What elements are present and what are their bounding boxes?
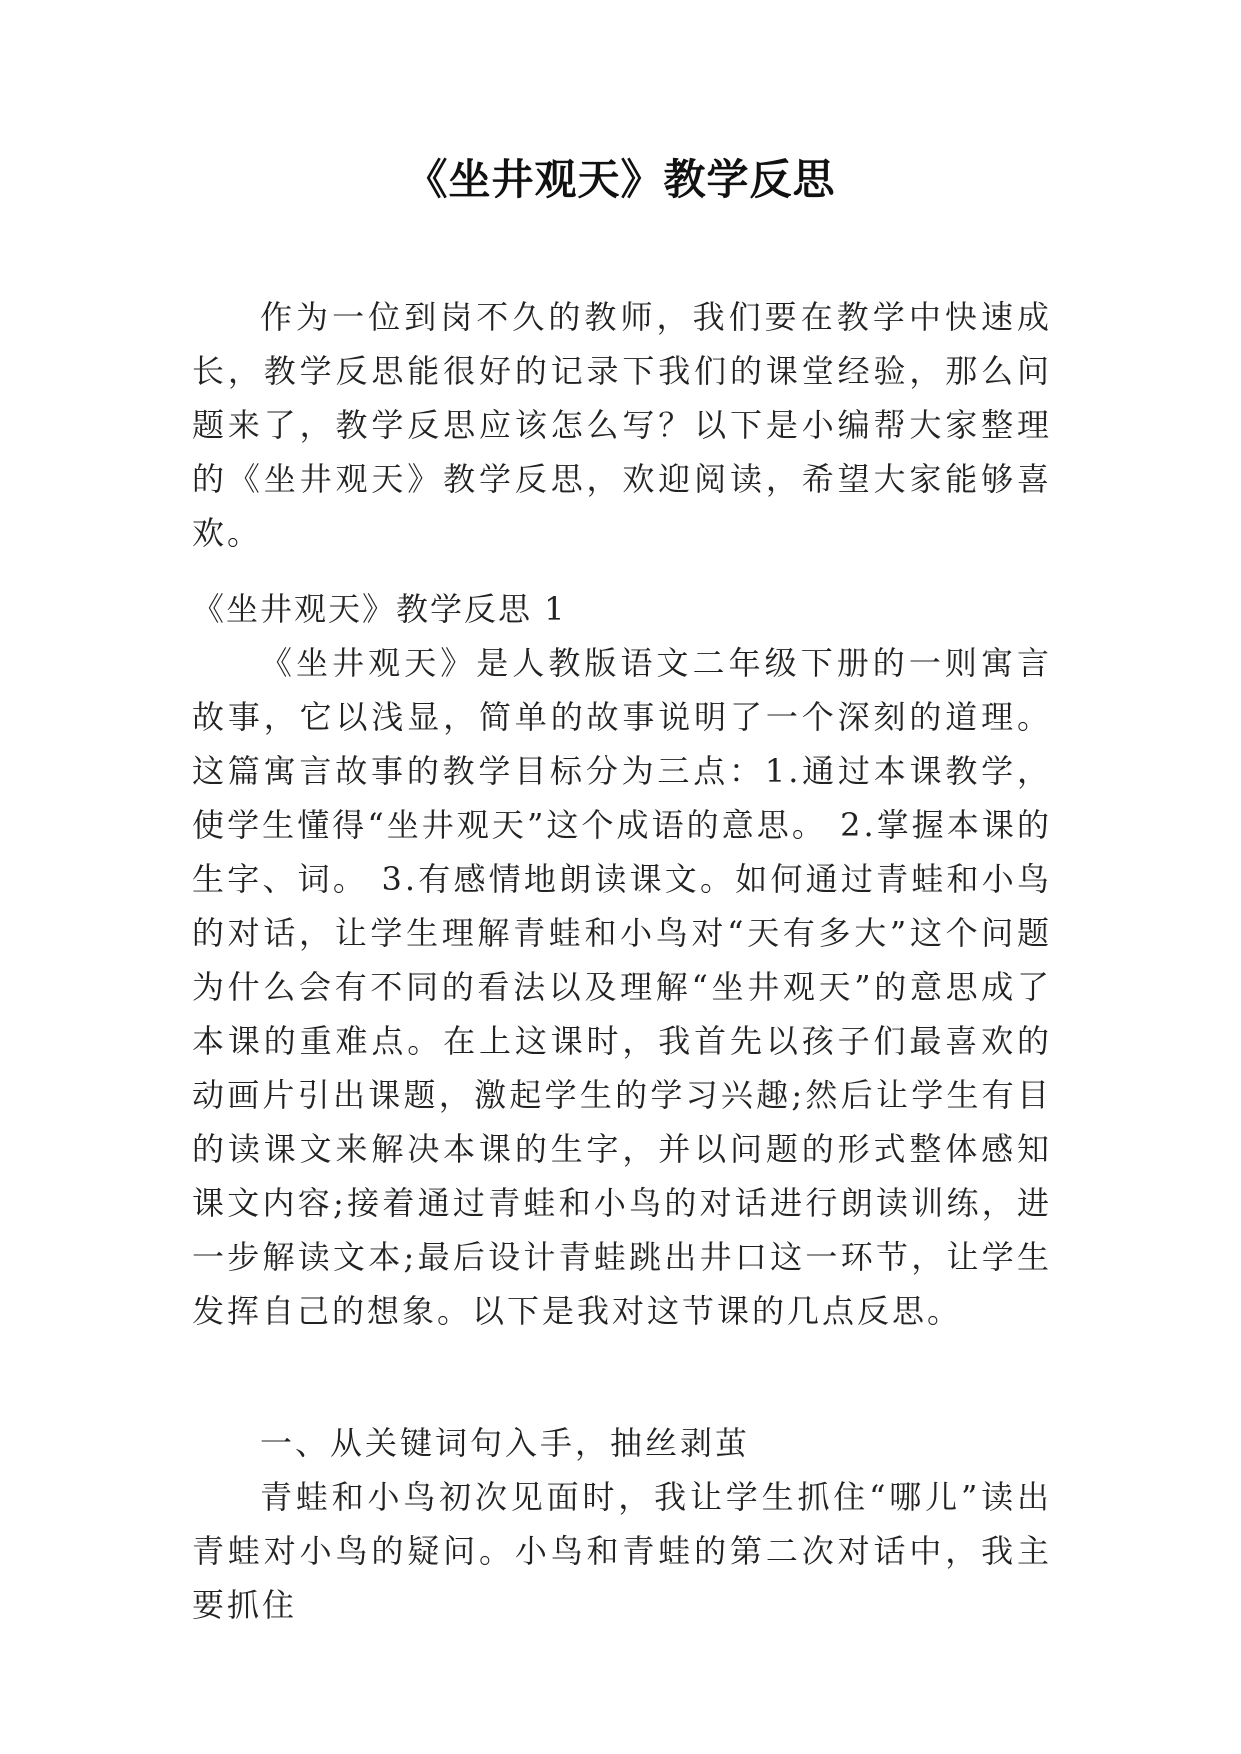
- intro-paragraph: 作为一位到岗不久的教师，我们要在教学中快速成长，教学反思能很好的记录下我们的课堂经验，那么问题来了，教学反思应该怎么写？以下是小编帮大家整理的《坐井观天》教学反思，欢迎阅读，希望大家能够喜欢。: [192, 298, 1052, 552]
- sub-heading: 一、从关键词句入手，抽丝剥茧: [260, 1424, 751, 1462]
- document-title: 《坐井观天》教学反思: [405, 155, 836, 204]
- body-paragraph-2: 青蛙和小鸟初次见面时，我让学生抓住“哪儿”读出青蛙对小鸟的疑问。小鸟和青蛙的第二次对话中，我主要抓住: [192, 1478, 1052, 1624]
- body-paragraph-1: 《坐井观天》是人教版语文二年级下册的一则寓言故事，它以浅显，简单的故事说明了一个深刻的道理。这篇寓言故事的教学目标分为三点：1.通过本课教学，使学生懂得“坐井观天”这个成语的意思。 2.掌握本课的生字、词。 3.有感情地朗读课文。如何通过青蛙和小鸟的对话，让学生理解青蛙和小鸟对“天有多大”这个问题为什么会有不同的看法以及理解“坐井观天”的意思成了本课的重难点。在上这课时，我首先以孩子们最喜欢的动画片引出课题，激起学生的学习兴趣;然后让学生有目的读课文来解决本课的生字，并以问题的形式整体感知课文内容;接着通过青蛙和小鸟的对话进行朗读训练，进一步解读文本;最后设计青蛙跳出井口这一环节，让学生发挥自己的想象。以下是我对这节课的几点反思。: [192, 644, 1052, 1330]
- section-heading: 《坐井观天》教学反思 1: [192, 590, 567, 628]
